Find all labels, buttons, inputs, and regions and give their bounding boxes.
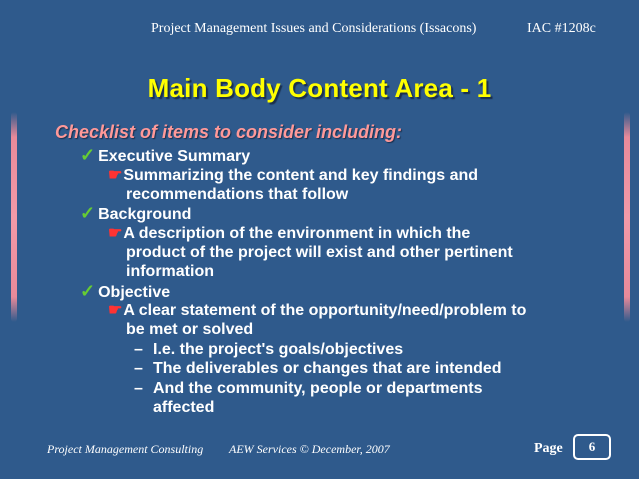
pointing-hand-icon: ☛ (108, 225, 123, 242)
checklist-item-background (80, 204, 191, 224)
item-detail-line: product of the project will exist and other pertinent (126, 244, 513, 261)
sub-item-text: affected (153, 399, 215, 416)
sub-item (134, 379, 143, 398)
sub-item-text: I.e. the project's goals/objectives (153, 341, 404, 358)
check-mark-icon: ✓ (80, 203, 96, 223)
page-number-box: 6 (573, 434, 611, 460)
item-label: Background (98, 206, 192, 223)
sub-item-text: And the community, people or departments (153, 380, 483, 397)
slide-footer (0, 439, 639, 462)
page-label: Page (534, 441, 563, 456)
item-label: Executive Summary (98, 148, 251, 165)
dash-bullet: – (134, 360, 143, 377)
sub-item (134, 359, 143, 378)
item-detail-line: A clear statement of the opportunity/need/problem to (123, 302, 527, 319)
item-detail (108, 301, 526, 320)
document-title: Project Management Issues and Considerations (Issacons) (151, 21, 477, 36)
check-mark-icon: ✓ (80, 281, 96, 301)
document-id: IAC #1208c (527, 21, 596, 36)
checklist-item-executive-summary (80, 146, 250, 166)
slide-title: Main Body Content Area - 1 (147, 73, 492, 103)
item-detail-line: A description of the environment in which the (123, 225, 471, 242)
footer-company: Project Management Consulting (47, 442, 204, 456)
dash-bullet: – (134, 380, 143, 397)
check-mark-icon: ✓ (80, 145, 96, 165)
item-detail-line: information (126, 263, 214, 280)
footer-copyright: AEW Services © December, 2007 (229, 442, 390, 456)
item-detail (108, 224, 470, 243)
item-detail-line: Summarizing the content and key findings and (123, 167, 479, 184)
item-detail-line: recommendations that follow (126, 186, 349, 203)
item-detail-line: be met or solved (126, 321, 254, 338)
pointing-hand-icon: ☛ (108, 302, 123, 319)
checklist-heading: Checklist of items to consider including: (55, 122, 403, 142)
item-detail (108, 166, 478, 185)
sub-item (134, 340, 143, 359)
pointing-hand-icon: ☛ (108, 167, 123, 184)
item-label: Objective (98, 284, 171, 301)
dash-bullet: – (134, 341, 143, 358)
sub-item-text: The deliverables or changes that are intended (153, 360, 502, 377)
checklist-item-objective (80, 282, 170, 302)
